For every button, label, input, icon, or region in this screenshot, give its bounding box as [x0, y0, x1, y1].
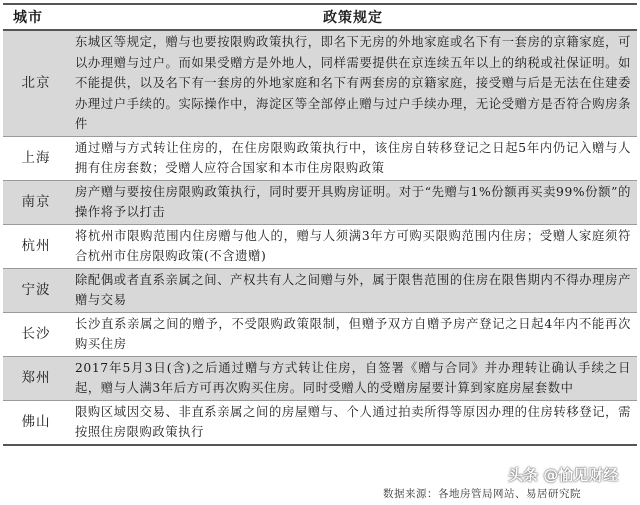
table-row — [3, 400, 637, 445]
city-cell: 佛山 — [3, 400, 69, 445]
table-row — [3, 224, 637, 268]
city-cell: 北京 — [3, 30, 69, 136]
policy-cell: 通过赠与方式转让住房的，在住房限购政策执行中，该住房自转移登记之日起5年内仍记入赠与人拥有住房套数；受赠人应符合国家和本市住房限购政策 — [69, 136, 637, 180]
table-row — [3, 312, 637, 356]
policy-cell: 限购区域因交易、非直系亲属之间的房屋赠与、个人通过拍卖所得等原因办理的住房转移登记，需按照住房限购政策执行 — [69, 400, 637, 445]
table-header-row — [3, 4, 637, 30]
city-cell: 长沙 — [3, 312, 69, 356]
data-source-note: 数据来源：各地房管局网站、易居研究院 — [383, 488, 581, 500]
city-cell: 上海 — [3, 136, 69, 180]
table-row — [3, 356, 637, 400]
policy-cell: 2017年5月3日(含)之后通过赠与方式转让住房，自签署《赠与合同》并办理转让确认手续之日起，赠与人满3年后方可再次购买住房。同时受赠人的受赠房屋要计算到家庭房屋套数中 — [69, 356, 637, 400]
policy-cell: 长沙直系亲属之间的赠予，不受限购政策限制，但赠予双方自赠予房产登记之日起4年内不能再次购买住房 — [69, 312, 637, 356]
table-row — [3, 136, 637, 180]
policy-cell: 房产赠与要按住房限购政策执行，同时要开具购房证明。对于“先赠与1%份额再买卖99%份额”的操作将予以打击 — [69, 180, 637, 224]
watermark: 头条 @愉见财经 — [508, 466, 619, 484]
city-column-header: 城市 — [3, 4, 69, 30]
table-row — [3, 268, 637, 312]
city-cell: 南京 — [3, 180, 69, 224]
city-cell: 宁波 — [3, 268, 69, 312]
policy-cell: 东城区等规定，赠与也要按限购政策执行，即名下无房的外地家庭或名下有一套房的京籍家庭，可以办理赠与过户。而如果受赠方是外地人，同样需要提供在京连续五年以上的纳税或社保证明。如不能提供，以及名下有一套房的外地家庭和名下有两套房的京籍家庭，接受赠与后是无法在住建委办理过户手续的。实际操作中，海淀区等全部停止赠与过户手续办理，无论受赠方是否符合购房条件 — [69, 30, 637, 136]
policy-column-header: 政策规定 — [69, 4, 637, 30]
policy-cell: 将杭州市限购范围内住房赠与他人的，赠与人须满3年方可购买限购范围内住房；受赠人家庭须符合杭州市住房限购政策(不含遗赠) — [69, 224, 637, 268]
policy-cell: 除配偶或者直系亲属之间、产权共有人之间赠与外，属于限售范围的住房在限售期内不得办理房产赠与交易 — [69, 268, 637, 312]
table-row — [3, 30, 637, 136]
city-cell: 郑州 — [3, 356, 69, 400]
city-cell: 杭州 — [3, 224, 69, 268]
policy-table — [3, 3, 637, 446]
table-row — [3, 180, 637, 224]
